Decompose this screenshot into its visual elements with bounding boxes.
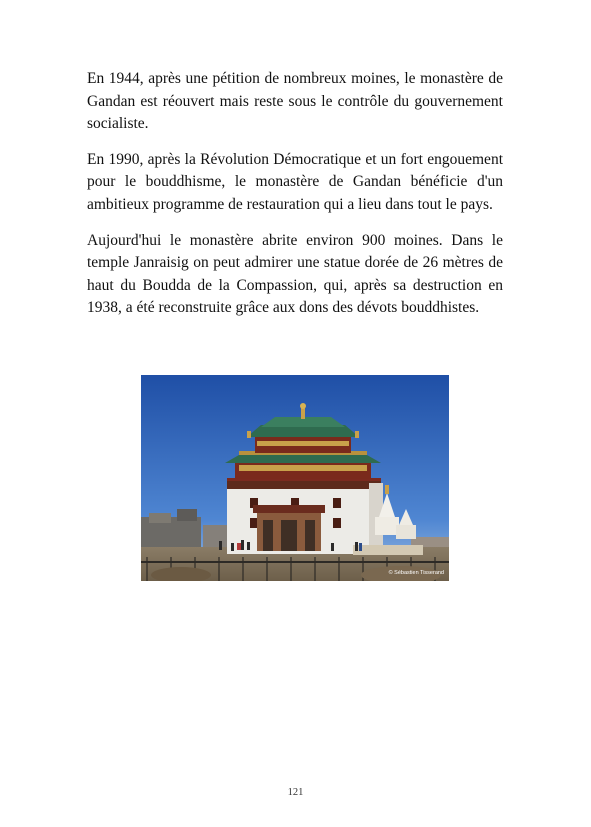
monastery-photo [141, 375, 449, 581]
body-text [87, 68, 503, 333]
paragraph-today: Aujourd'hui le monastère abrite environ 900 moines. Dans le temple Janraisig on peut admirer une statue dorée de 26 mètres de haut du Boudda de la Compassion, qui, après sa destruction en 1938, a été reconstruite grâce aux dons des dévots bouddhistes. [87, 231, 503, 317]
photo-watermark: © Sébastien Tisserand [388, 570, 444, 576]
page-number: 121 [287, 787, 304, 798]
paragraph-1944: En 1944, après une pétition de nombreux moines, le monastère de Gandan est réouvert mais reste sous le contrôle du gouvernement socialiste. [87, 70, 503, 133]
paragraph-1990: En 1990, après la Révolution Démocratique et un fort engouement pour le bouddhisme, le monastère de Gandan bénéficie d'un ambitieux programme de restauration qui a lieu dans tout le pays. [87, 150, 503, 213]
